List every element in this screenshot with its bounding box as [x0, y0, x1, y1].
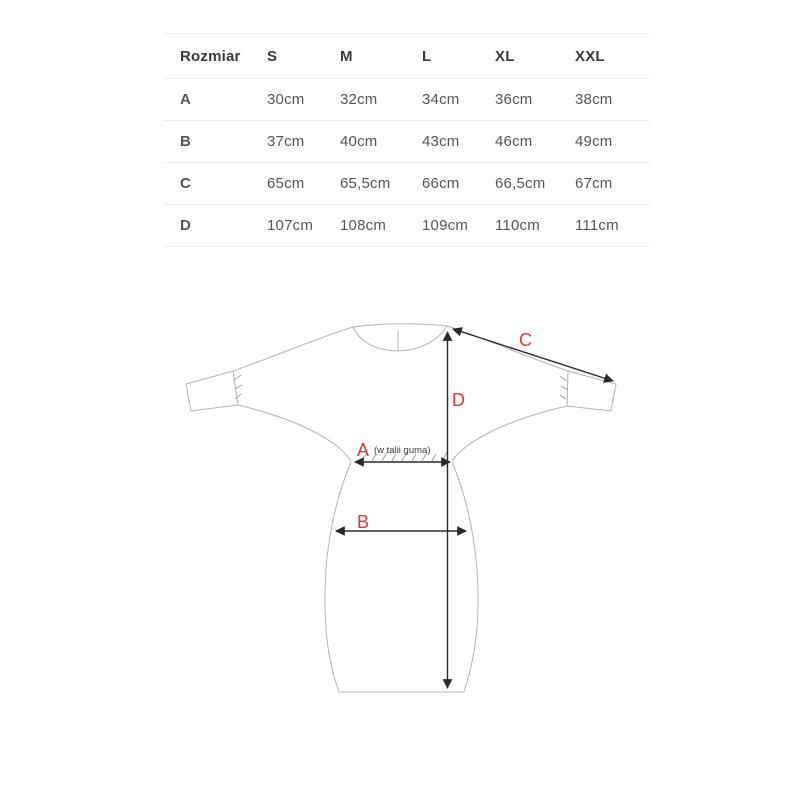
column-header-xl: XL — [495, 47, 515, 65]
size-cell: 36cm — [495, 91, 533, 108]
size-cell: 46cm — [495, 133, 533, 150]
size-cell: 49cm — [575, 133, 613, 150]
column-header-s: S — [267, 47, 278, 65]
size-cell: 38cm — [575, 91, 613, 108]
size-cell: 108cm — [340, 217, 387, 234]
measurement-arrow-c — [453, 329, 613, 381]
size-cell: 34cm — [422, 91, 460, 108]
size-cell: 65cm — [267, 175, 305, 192]
row-label-b: B — [180, 133, 192, 150]
size-cell: 109cm — [422, 217, 469, 234]
size-cell: 107cm — [267, 217, 314, 234]
measurement-label-a: A — [357, 440, 370, 460]
size-cell: 66cm — [422, 175, 460, 192]
size-cell: 40cm — [340, 133, 378, 150]
measurement-label-c: C — [519, 330, 532, 350]
dress-outline — [186, 324, 616, 692]
column-header-m: M — [340, 47, 353, 65]
measurement-label-b: B — [357, 512, 370, 532]
measurement-arrows — [336, 329, 613, 688]
row-label-d: D — [180, 217, 192, 234]
measurement-label-d: D — [452, 390, 465, 410]
size-cell: 30cm — [267, 91, 305, 108]
row-label-c: C — [180, 175, 192, 192]
waist-elastic-note: (w talii guma) — [374, 445, 431, 456]
size-cell: 66,5cm — [495, 175, 546, 192]
size-cell: 111cm — [575, 217, 619, 234]
size-cell: 110cm — [495, 217, 540, 234]
size-table-corner-label: Rozmiar — [180, 47, 241, 65]
column-header-xxl: XXL — [575, 47, 605, 65]
row-label-a: A — [180, 91, 192, 108]
size-cell: 43cm — [422, 133, 460, 150]
size-cell: 65,5cm — [340, 175, 391, 192]
size-cell: 67cm — [575, 175, 613, 192]
size-cell: 37cm — [267, 133, 305, 150]
size-cell: 32cm — [340, 91, 378, 108]
column-header-l: L — [422, 47, 432, 65]
